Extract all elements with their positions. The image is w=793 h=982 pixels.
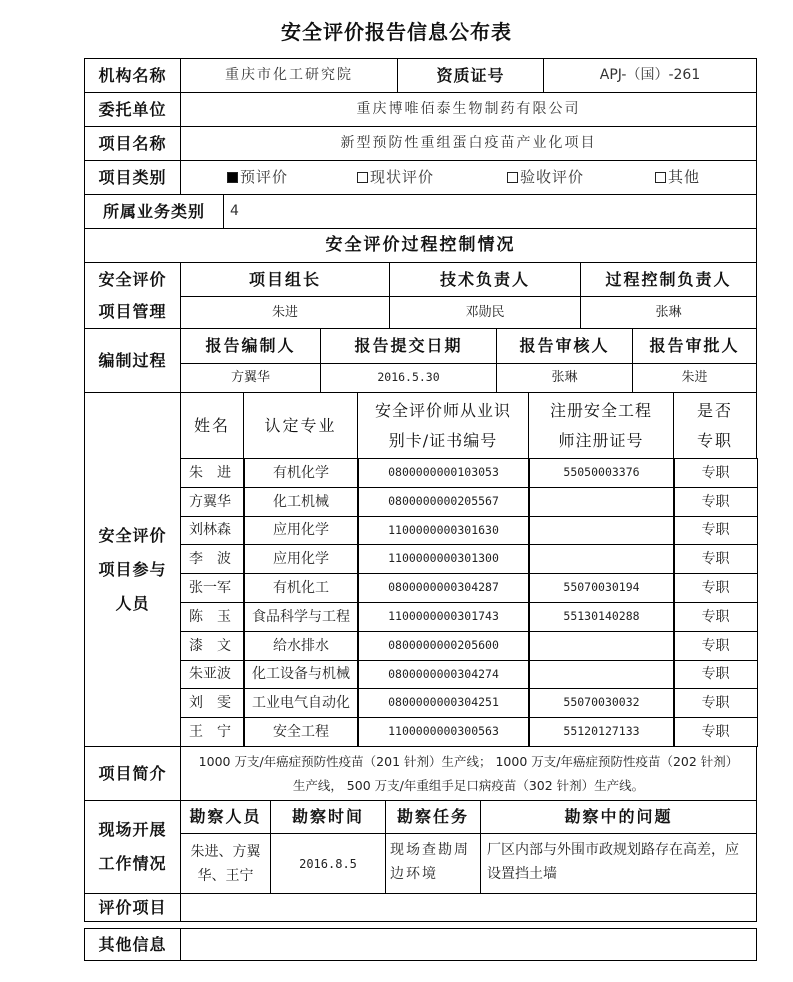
person-cert-number: 0800000000304251 xyxy=(357,688,530,718)
person-major: 有机化学 xyxy=(243,458,359,488)
site-header-date: 勘察时间 xyxy=(270,800,386,834)
person-name: 方翼华 xyxy=(180,487,245,517)
person-fulltime: 专职 xyxy=(673,688,758,718)
person-major: 化工设备与机械 xyxy=(243,660,359,689)
compile-header-approver: 报告审批人 xyxy=(632,328,757,364)
person-fulltime: 专职 xyxy=(673,544,758,574)
mgmt-header-process: 过程控制负责人 xyxy=(580,262,757,297)
category-option-pre[interactable]: 预评价 xyxy=(227,161,288,194)
mgmt-label: 安全评价 项目管理 xyxy=(84,262,181,329)
checkbox-checked-icon xyxy=(227,172,238,183)
summary-value: 1000 万支/年癌症预防性疫苗（201 针剂）生产线； 1000 万支/年癌症预防性疫苗（202 针剂） 生产线， 500 万支/年重组手足口病疫苗（302 针剂）生产线。 xyxy=(180,746,757,801)
person-reg-number xyxy=(528,516,675,545)
person-major: 应用化学 xyxy=(243,516,359,545)
category-option-other[interactable]: 其他 xyxy=(655,161,700,194)
other-value xyxy=(180,928,757,961)
compile-value-approver: 朱进 xyxy=(632,363,757,393)
person-fulltime: 专职 xyxy=(673,487,758,517)
org-value: 重庆市化工研究院 xyxy=(180,58,398,93)
mgmt-header-leader: 项目组长 xyxy=(180,262,390,297)
cert-value: APJ-（国）-261 xyxy=(543,58,757,93)
compile-header-author: 报告编制人 xyxy=(180,328,321,364)
category-option-status[interactable]: 现状评价 xyxy=(357,161,434,194)
person-fulltime: 专职 xyxy=(673,458,758,488)
person-major: 食品科学与工程 xyxy=(243,602,359,632)
site-header-issue: 勘察中的问题 xyxy=(480,800,757,834)
person-fulltime: 专职 xyxy=(673,660,758,689)
mgmt-header-tech: 技术负责人 xyxy=(389,262,581,297)
client-label: 委托单位 xyxy=(84,92,181,127)
person-fulltime: 专职 xyxy=(673,573,758,603)
person-cert-number: 1100000000301743 xyxy=(357,602,530,632)
person-name: 李 波 xyxy=(180,544,245,574)
person-name: 刘林森 xyxy=(180,516,245,545)
org-label: 机构名称 xyxy=(84,58,181,93)
business-label: 所属业务类别 xyxy=(84,194,224,229)
person-name: 朱亚波 xyxy=(180,660,245,689)
person-reg-number xyxy=(528,487,675,517)
client-value: 重庆博唯佰泰生物制药有限公司 xyxy=(180,92,757,127)
process-section-title: 安全评价过程控制情况 xyxy=(84,228,757,263)
person-cert-number: 0800000000205567 xyxy=(357,487,530,517)
personnel-header-fulltime: 是否 专职 xyxy=(673,392,757,459)
compile-value-reviewer: 张琳 xyxy=(496,363,633,393)
person-fulltime: 专职 xyxy=(673,717,758,747)
summary-label: 项目简介 xyxy=(84,746,181,801)
person-reg-number: 55070030194 xyxy=(528,573,675,603)
person-cert-number: 0800000000304287 xyxy=(357,573,530,603)
checkbox-empty-icon xyxy=(507,172,518,183)
personnel-header-cert: 安全评价师从业识 别卡/证书编号 xyxy=(357,392,529,459)
personnel-header-name: 姓名 xyxy=(180,392,244,459)
site-header-task: 勘察任务 xyxy=(385,800,481,834)
person-cert-number: 1100000000300563 xyxy=(357,717,530,747)
site-header-staff: 勘察人员 xyxy=(180,800,271,834)
person-cert-number: 0800000000103053 xyxy=(357,458,530,488)
person-major: 工业电气自动化 xyxy=(243,688,359,718)
person-name: 刘 雯 xyxy=(180,688,245,718)
person-name: 张一军 xyxy=(180,573,245,603)
personnel-header-reg: 注册安全工程 师注册证号 xyxy=(528,392,674,459)
person-major: 有机化工 xyxy=(243,573,359,603)
compile-header-reviewer: 报告审核人 xyxy=(496,328,633,364)
person-name: 王 宁 xyxy=(180,717,245,747)
compile-header-date: 报告提交日期 xyxy=(320,328,497,364)
evaluation-label: 评价项目 xyxy=(84,893,181,922)
person-reg-number xyxy=(528,660,675,689)
site-value-staff: 朱进、方翼华、王宁 xyxy=(180,833,271,894)
compile-value-date: 2016.5.30 xyxy=(320,363,497,393)
mgmt-value-tech: 邓勋民 xyxy=(389,296,581,329)
other-label: 其他信息 xyxy=(84,928,181,961)
cert-label: 资质证号 xyxy=(397,58,544,93)
project-label: 项目名称 xyxy=(84,126,181,161)
person-major: 应用化学 xyxy=(243,544,359,574)
category-option-acceptance[interactable]: 验收评价 xyxy=(507,161,584,194)
person-name: 朱 进 xyxy=(180,458,245,488)
person-reg-number: 55120127133 xyxy=(528,717,675,747)
person-reg-number xyxy=(528,631,675,661)
person-name: 漆 文 xyxy=(180,631,245,661)
business-value: 4 xyxy=(223,194,757,229)
site-value-issue: 厂区内部与外围市政规划路存在高差，应设置挡土墙 xyxy=(480,833,757,894)
mgmt-value-process: 张琳 xyxy=(580,296,757,329)
person-cert-number: 1100000000301630 xyxy=(357,516,530,545)
person-reg-number: 55070030032 xyxy=(528,688,675,718)
person-fulltime: 专职 xyxy=(673,602,758,632)
compile-label: 编制过程 xyxy=(84,328,181,393)
checkbox-empty-icon xyxy=(655,172,666,183)
personnel-label: 安全评价 项目参与 人员 xyxy=(84,392,181,747)
checkbox-empty-icon xyxy=(357,172,368,183)
person-reg-number: 55050003376 xyxy=(528,458,675,488)
person-major: 化工机械 xyxy=(243,487,359,517)
person-cert-number: 1100000000301300 xyxy=(357,544,530,574)
person-major: 安全工程 xyxy=(243,717,359,747)
person-fulltime: 专职 xyxy=(673,516,758,545)
category-label: 项目类别 xyxy=(84,160,181,195)
project-value: 新型预防性重组蛋白疫苗产业化项目 xyxy=(180,126,757,161)
person-reg-number: 55130140288 xyxy=(528,602,675,632)
person-major: 给水排水 xyxy=(243,631,359,661)
category-options xyxy=(180,160,757,195)
personnel-header-major: 认定专业 xyxy=(243,392,358,459)
person-cert-number: 0800000000205600 xyxy=(357,631,530,661)
site-label: 现场开展 工作情况 xyxy=(84,800,181,894)
person-name: 陈 玉 xyxy=(180,602,245,632)
site-value-task: 现场查勘周边环境 xyxy=(385,833,481,894)
person-reg-number xyxy=(528,544,675,574)
evaluation-value xyxy=(180,893,757,922)
person-fulltime: 专职 xyxy=(673,631,758,661)
person-cert-number: 0800000000304274 xyxy=(357,660,530,689)
site-value-date: 2016.8.5 xyxy=(270,833,386,894)
compile-value-author: 方翼华 xyxy=(180,363,321,393)
page-title: 安全评价报告信息公布表 xyxy=(281,20,512,44)
mgmt-value-leader: 朱进 xyxy=(180,296,390,329)
